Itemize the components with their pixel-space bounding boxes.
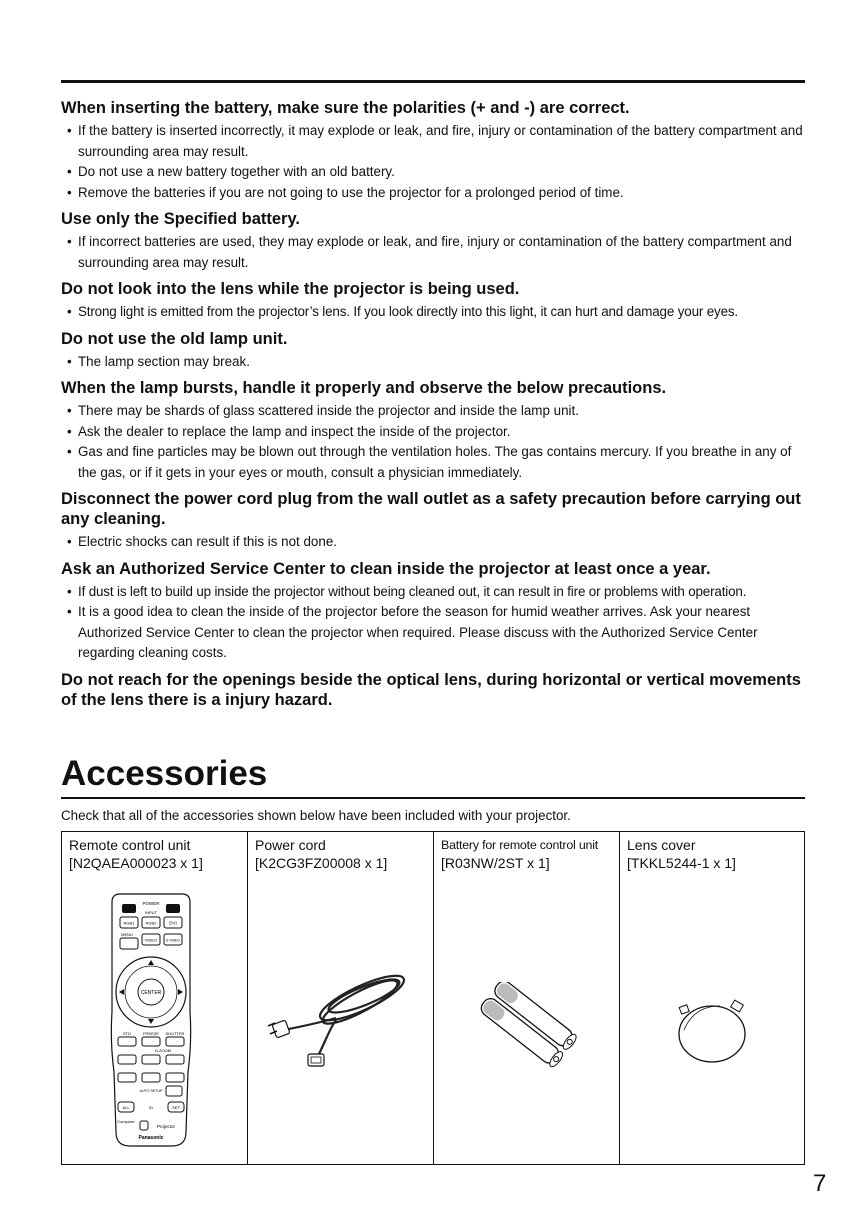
safety-precautions: [61, 98, 805, 716]
remote-rgb2-label: RGB2: [145, 920, 157, 926]
bullet-item: • Remove the batteries if you are not going to use the projector for a prolonged period of time.: [61, 183, 805, 204]
remote-svideo-label: S-VIDEO: [166, 938, 180, 943]
section-heading: Ask an Authorized Service Center to clean inside the projector at least once a year.: [61, 559, 711, 578]
bullet-list: [61, 121, 805, 203]
remote-brand-label: Panasonic: [138, 1135, 164, 1141]
section-specified-battery: [61, 209, 805, 273]
section-heading: Disconnect the power cord plug from the wall outlet as a safety precaution before carrying out any cleaning.: [61, 490, 801, 528]
remote-dvi-label: DVI: [169, 920, 177, 926]
power-cord-icon: [264, 968, 414, 1078]
accessory-part-number: [R03NW/2ST x 1]: [441, 855, 550, 871]
bullet-item: • There may be shards of glass scattered inside the projector and inside the lamp unit.: [61, 401, 805, 422]
page-number: 7: [813, 1170, 827, 1197]
bullet-list: [61, 302, 805, 323]
bullet-item: • Gas and fine particles may be blown out through the ventilation holes. The gas contains mercury. If you breathe in any of the gas, or if it gets in your eyes or mouth, consult a physician immediately.: [61, 442, 805, 483]
section-heading: When inserting the battery, make sure the polarities (+ and -) are correct.: [61, 99, 630, 117]
accessories-title: Accessories: [61, 754, 268, 793]
accessory-name: Remote control unit: [69, 837, 191, 853]
remote-video-label: VIDEO: [144, 937, 158, 943]
accessory-part-number: [K2CG3FZ00008 x 1]: [255, 855, 388, 871]
remote-rgb1-label: RGB1: [123, 920, 135, 926]
bullet-item: • It is a good idea to clean the inside of the projector before the season for humid weather arrives. Ask your nearest Authorized Service Center to clean the projector when required. Please discuss with the Authorized Service Center regarding cleaning costs.: [61, 602, 805, 664]
remote-freeze-label: FREEZE: [143, 1031, 159, 1036]
section-lens-warning: [61, 279, 805, 323]
plug-icon: [268, 1020, 290, 1038]
accessory-batteries: [434, 832, 620, 1164]
section-old-lamp: [61, 329, 805, 373]
section-heading: When the lamp bursts, handle it properly and observe the below precautions.: [61, 379, 667, 397]
section-battery-polarity: [61, 98, 805, 203]
bullet-item: • Ask the dealer to replace the lamp and inspect the inside of the projector.: [61, 422, 805, 443]
remote-set-label: SET: [172, 1105, 180, 1110]
batteries-icon: [468, 982, 588, 1072]
section-lamp-bursts: [61, 378, 805, 483]
accessories-rule: [61, 797, 805, 799]
bullet-item: • Strong light is emitted from the projector’s lens. If you look directly into this light, it can hurt and damage your eyes.: [61, 302, 805, 323]
bullet-item: • The lamp section may break.: [61, 352, 805, 373]
top-rule: [61, 80, 805, 83]
bullet-list: [61, 582, 805, 664]
section-heading: Do not use the old lamp unit.: [61, 329, 288, 348]
remote-id-label: ID: [149, 1105, 153, 1110]
accessory-power-cord: [248, 832, 434, 1164]
accessory-part-number: [TKKL5244-1 x 1]: [627, 855, 736, 871]
accessory-remote-control: [62, 832, 248, 1164]
accessory-name: Lens cover: [627, 837, 696, 853]
section-disconnect-power: [61, 489, 805, 553]
accessory-lens-cover: [620, 832, 804, 1164]
remote-std-label: STD: [123, 1031, 131, 1036]
connector-icon: [308, 1054, 324, 1066]
bullet-item: • If dust is left to build up inside the projector without being cleaned out, it can result in fire or problems with operation.: [61, 582, 805, 603]
bullet-item: • Electric shocks can result if this is not done.: [61, 532, 805, 553]
remote-auto-setup-label: AUTO SETUP: [139, 1089, 163, 1093]
accessory-name: Battery for remote control unit: [441, 838, 599, 852]
accessory-name: Power cord: [255, 837, 326, 853]
remote-center-label: CENTER: [140, 990, 162, 996]
bullet-list: [61, 532, 805, 553]
remote-dzoom-label: D.ZOOM: [155, 1048, 171, 1053]
section-heading: Do not look into the lens while the projector is being used.: [61, 280, 520, 298]
bullet-list: [61, 232, 805, 273]
accessories-intro: Check that all of the accessories shown below have been included with your projector.: [61, 808, 571, 823]
section-lens-openings: [61, 670, 805, 710]
remote-menu-label: MENU: [121, 932, 133, 937]
bullet-list: [61, 352, 805, 373]
section-heading: Do not reach for the openings beside the optical lens, during horizontal or vertical movements of the lens there is a injury hazard.: [61, 670, 801, 709]
section-heading: Use only the Specified battery.: [61, 210, 301, 228]
accessories-table: [61, 831, 805, 1165]
remote-shutter-label: SHUTTER: [165, 1031, 185, 1036]
remote-projector-label: Projector: [156, 1124, 176, 1129]
bullet-item: • If the battery is inserted incorrectly, it may explode or leak, and fire, injury or contamination of the battery compartment and surrounding area may result.: [61, 121, 805, 162]
bullet-item: • If incorrect batteries are used, they may explode or leak, and fire, injury or contamination of the battery compartment and surrounding area may result.: [61, 232, 805, 273]
lens-cover-icon: [674, 996, 754, 1066]
remote-control-icon: [106, 892, 196, 1150]
remote-computer-label: Computer: [117, 1119, 135, 1124]
remote-power-label: POWER: [142, 901, 160, 906]
accessory-part-number: [N2QAEA000023 x 1]: [69, 855, 203, 871]
bullet-list: [61, 401, 805, 483]
remote-all-label: ALL: [122, 1105, 130, 1110]
section-cleaning-service: [61, 559, 805, 664]
remote-input-label: INPUT: [145, 910, 157, 915]
bullet-item: • Do not use a new battery together with an old battery.: [61, 162, 805, 183]
